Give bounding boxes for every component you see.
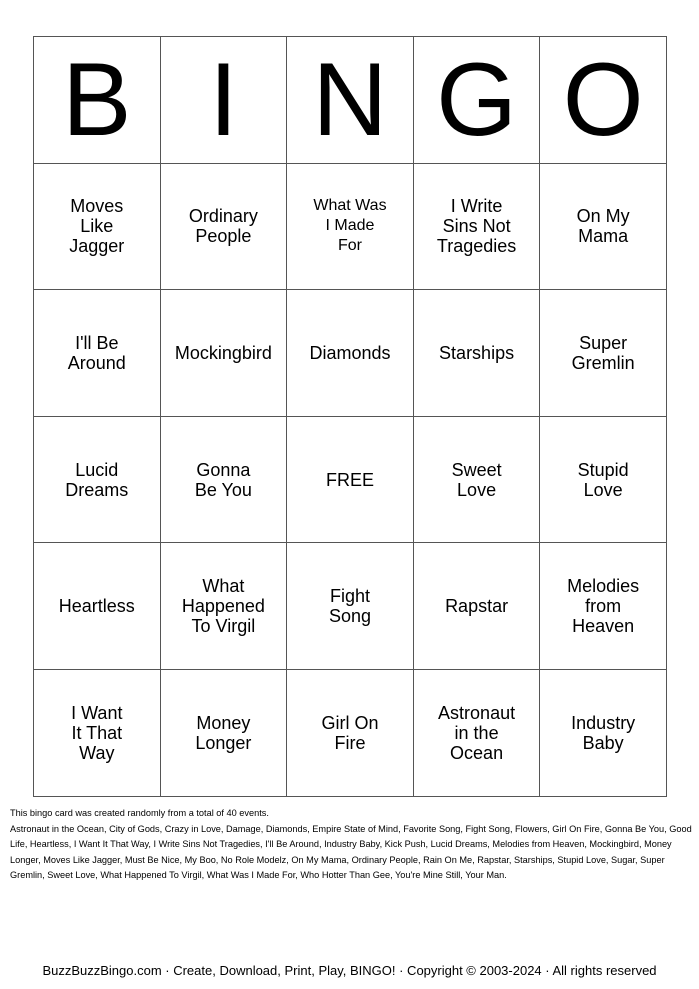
card-row: [34, 163, 667, 290]
info-intro: This bingo card was created randomly from a total of 40 events.: [10, 808, 269, 818]
bingo-cell: Diamonds: [287, 290, 414, 417]
header-letter: I: [160, 37, 287, 164]
bingo-cell: Stupid Love: [540, 416, 667, 543]
bingo-cell: Melodies from Heaven: [540, 543, 667, 670]
card-row: [34, 290, 667, 417]
bingo-cell: Fight Song: [287, 543, 414, 670]
event-list: Astronaut in the Ocean, City of Gods, Crazy in Love, Damage, Diamonds, Empire State of Mind, Favorite Song, Fight Song, Flowers, Girl On Fire, Gonna Be You, Good Life, Heartless, I Want It That Way, I Write Sins Not Tragedies, I'll Be Around, Industry Baby, Kick Push, Lucid Dreams, Melodies from Heaven, Mockingbird, Money Longer, Moves Like Jagger, Must Be Nice, My Boo, No Role Modelz, On My Mama, Ordinary People, Rain On Me, Rapstar, Starships, Stupid Love, Sugar, Super Gremlin, Sweet Love, What Happened To Virgil, What Was I Made For, Who Hotter Than Gee, You're Mine Still, Your Man.: [10, 823, 692, 880]
bingo-cell: I Want It That Way: [34, 669, 161, 796]
bingo-cell: Rapstar: [413, 543, 540, 670]
bingo-cell: Money Longer: [160, 669, 287, 796]
header-letter: N: [287, 37, 414, 164]
bingo-cell: Astronaut in the Ocean: [413, 669, 540, 796]
card-row: [34, 416, 667, 543]
card-info: [10, 806, 695, 884]
bingo-cell: Moves Like Jagger: [34, 163, 161, 290]
bingo-cell: Mockingbird: [160, 290, 287, 417]
bingo-cell: Ordinary People: [160, 163, 287, 290]
card-row: [34, 669, 667, 796]
bingo-cell: What Happened To Virgil: [160, 543, 287, 670]
header-letter: G: [413, 37, 540, 164]
header-letter: B: [34, 37, 161, 164]
bingo-cell: Girl On Fire: [287, 669, 414, 796]
bingo-cell: Gonna Be You: [160, 416, 287, 543]
bingo-cell: Lucid Dreams: [34, 416, 161, 543]
bingo-cell: Heartless: [34, 543, 161, 670]
free-cell: FREE: [287, 416, 414, 543]
bingo-cell: Industry Baby: [540, 669, 667, 796]
bingo-cell: Sweet Love: [413, 416, 540, 543]
bingo-cell: Super Gremlin: [540, 290, 667, 417]
bingo-cell: I Write Sins Not Tragedies: [413, 163, 540, 290]
bingo-cell: On My Mama: [540, 163, 667, 290]
bingo-card: [33, 36, 667, 797]
footer: BuzzBuzzBingo.com · Create, Download, Print, Play, BINGO! · Copyright © 2003-2024 · All rights reserved: [42, 963, 657, 978]
bingo-cell: I'll Be Around: [34, 290, 161, 417]
header-letter: O: [540, 37, 667, 164]
bingo-cell: What Was I Made For: [287, 163, 414, 290]
header-row: [34, 37, 667, 164]
bingo-cell: Starships: [413, 290, 540, 417]
card-row: [34, 543, 667, 670]
